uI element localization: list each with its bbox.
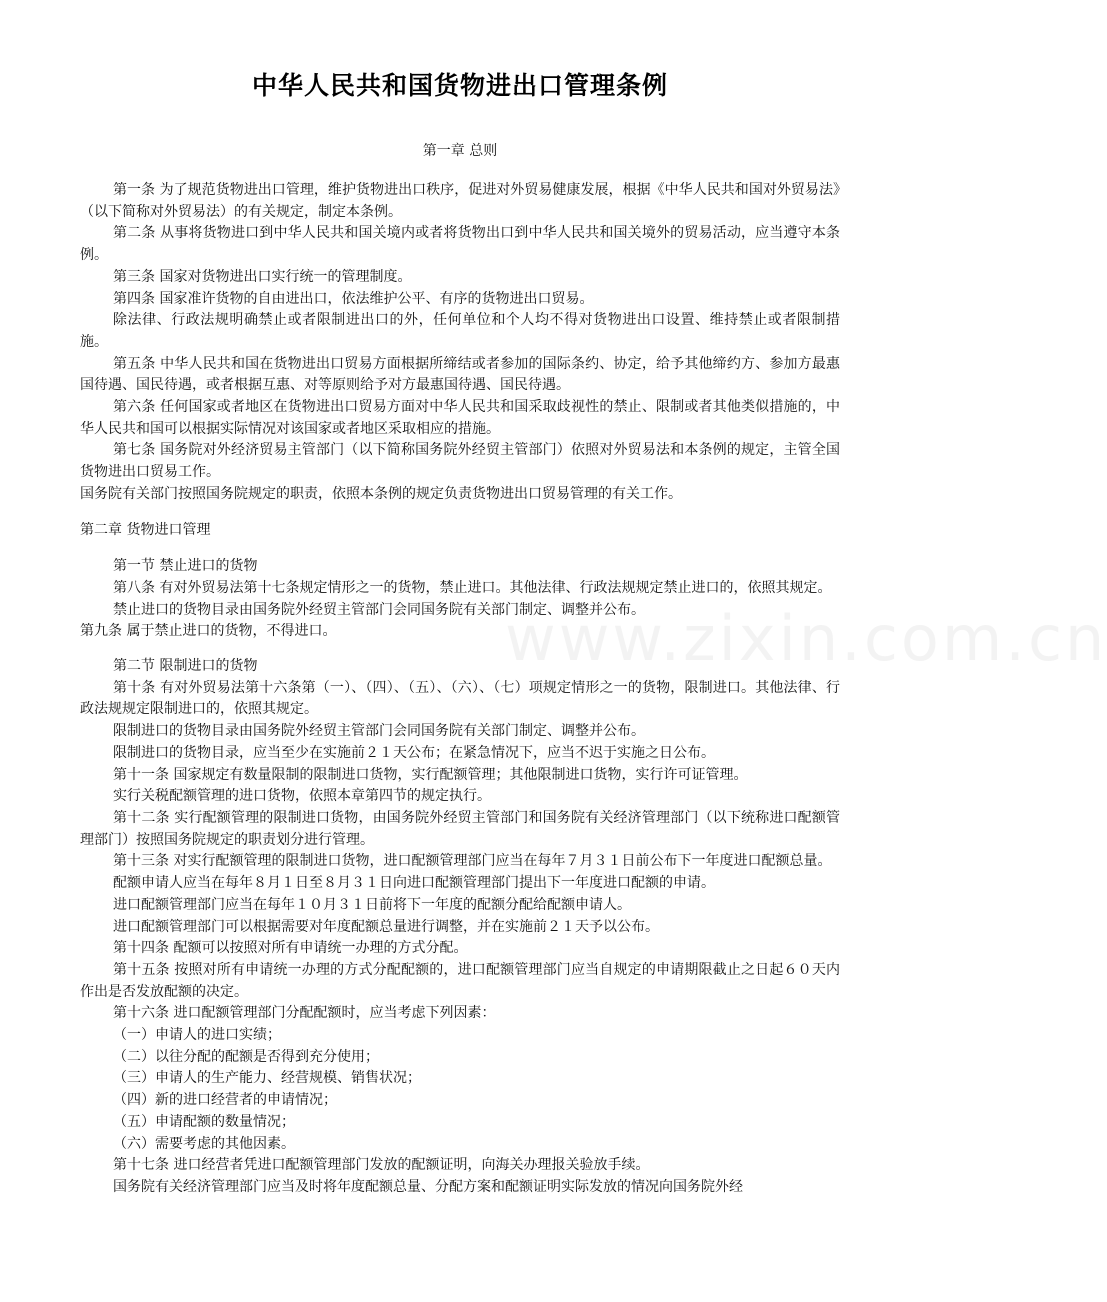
article-16-item: （二）以往分配的配额是否得到充分使用； bbox=[113, 1048, 379, 1065]
article-14: 第十四条 配额可以按照对所有申请统一办理的方式分配。 bbox=[113, 940, 468, 957]
document-body bbox=[80, 180, 840, 1199]
article-13-para-2: 配额申请人应当在每年８月１日至８月３１日向进口配额管理部门提出下一年度进口配额的申请。 bbox=[113, 875, 715, 892]
article-11: 第十一条 国家规定有数量限制的限制进口货物，实行配额管理；其他限制进口货物，实行许可证管理。 bbox=[113, 766, 748, 783]
chapter-2-heading: 第二章 货物进口管理 bbox=[80, 522, 211, 539]
article-8: 第八条 有对外贸易法第十七条规定情形之一的货物，禁止进口。其他法律、行政法规规定禁止进口的，依照其规定。 bbox=[113, 579, 832, 596]
article-17-para-2: 国务院有关经济管理部门应当及时将年度配额总量、分配方案和配额证明实际发放的情况向国务院外经 bbox=[113, 1178, 743, 1195]
article-10-para-2: 限制进口的货物目录由国务院外经贸主管部门会同国务院有关部门制定、调整并公布。 bbox=[113, 723, 645, 740]
article-10-para-3: 限制进口的货物目录，应当至少在实施前２１天公布；在紧急情况下，应当不迟于实施之日公布。 bbox=[113, 744, 715, 761]
article-16-item: （一）申请人的进口实绩； bbox=[113, 1027, 281, 1044]
article-16-item: （六）需要考虑的其他因素。 bbox=[113, 1135, 295, 1152]
article-16-item: （四）新的进口经营者的申请情况； bbox=[113, 1092, 337, 1109]
article-4: 第四条 国家准许货物的自由进出口，依法维护公平、有序的货物进出口贸易。 bbox=[113, 290, 594, 307]
section-2-heading: 第二节 限制进口的货物 bbox=[113, 658, 258, 675]
article-11-para-2: 实行关税配额管理的进口货物，依照本章第四节的规定执行。 bbox=[113, 788, 491, 805]
chapter-1-heading: 第一章 总则 bbox=[422, 143, 498, 159]
article-4-para-2: 除法律、行政法规明确禁止或者限制进出口的外，任何单位和个人均不得对货物进出口设置、维持禁止或者限制措施。 bbox=[80, 312, 840, 350]
article-15: 第十五条 按照对所有申请统一办理的方式分配配额的，进口配额管理部门应当自规定的申请期限截止之日起６０天内作出是否发放配额的决定。 bbox=[80, 961, 840, 1000]
article-7: 第七条 国务院对外经济贸易主管部门（以下简称国务院外经贸主管部门）依照对外贸易法和本条例的规定，主管全国货物进出口贸易工作。 bbox=[80, 442, 840, 481]
document-title: 中华人民共和国货物进出口管理条例 bbox=[251, 71, 668, 100]
watermark: www.zixin.com.cn bbox=[505, 602, 1107, 675]
article-16-item: （三）申请人的生产能力、经营规模、销售状况； bbox=[113, 1070, 421, 1087]
article-1: 第一条 为了规范货物进出口管理，维护货物进出口秩序，促进对外贸易健康发展，根据《中华人民共和国对外贸易法》（以下简称对外贸易法）的有关规定，制定本条例。 bbox=[80, 182, 840, 220]
article-17: 第十七条 进口经营者凭进口配额管理部门发放的配额证明，向海关办理报关验放手续。 bbox=[113, 1157, 650, 1174]
article-12: 第十二条 实行配额管理的限制进口货物，由国务院外经贸主管部门和国务院有关经济管理部门（以下统称进口配额管理部门）按照国务院规定的职责划分进行管理。 bbox=[80, 809, 840, 848]
article-5: 第五条 中华人民共和国在货物进出口贸易方面根据所缔结或者参加的国际条约、协定，给予其他缔约方、参加方最惠国待遇、国民待遇，或者根据互惠、对等原则给予对方最惠国待遇、国民待遇。 bbox=[80, 355, 840, 394]
article-16-item: （五）申请配额的数量情况； bbox=[113, 1113, 295, 1130]
article-6: 第六条 任何国家或者地区在货物进出口贸易方面对中华人民共和国采取歧视性的禁止、限制或者其他类似措施的，中华人民共和国可以根据实际情况对该国家或者地区采取相应的措施。 bbox=[80, 399, 840, 437]
article-13-para-4: 进口配额管理部门可以根据需要对年度配额总量进行调整，并在实施前２１天予以公布。 bbox=[113, 918, 659, 935]
article-7-para-2: 国务院有关部门按照国务院规定的职责，依照本条例的规定负责货物进出口贸易管理的有关工作。 bbox=[80, 485, 682, 502]
article-16: 第十六条 进口配额管理部门分配配额时，应当考虑下列因素： bbox=[113, 1005, 496, 1022]
article-3: 第三条 国家对货物进出口实行统一的管理制度。 bbox=[113, 268, 412, 285]
article-13-para-3: 进口配额管理部门应当在每年１０月３１日前将下一年度的配额分配给配额申请人。 bbox=[113, 896, 631, 913]
article-9: 第九条 属于禁止进口的货物，不得进口。 bbox=[80, 623, 337, 640]
section-1-heading: 第一节 禁止进口的货物 bbox=[113, 558, 258, 575]
article-2: 第二条 从事将货物进口到中华人民共和国关境内或者将货物出口到中华人民共和国关境外的贸易活动，应当遵守本条例。 bbox=[80, 225, 840, 264]
article-10: 第十条 有对外贸易法第十六条第（一）、（四）、（五）、（六）、（七）项规定情形之一的货物，限制进口。其他法律、行政法规规定限制进口的，依照其规定。 bbox=[80, 679, 840, 718]
article-13: 第十三条 对实行配额管理的限制进口货物，进口配额管理部门应当在每年７月３１日前公布下一年度进口配额总量。 bbox=[113, 853, 832, 870]
article-8-para-2: 禁止进口的货物目录由国务院外经贸主管部门会同国务院有关部门制定、调整并公布。 bbox=[113, 601, 645, 618]
